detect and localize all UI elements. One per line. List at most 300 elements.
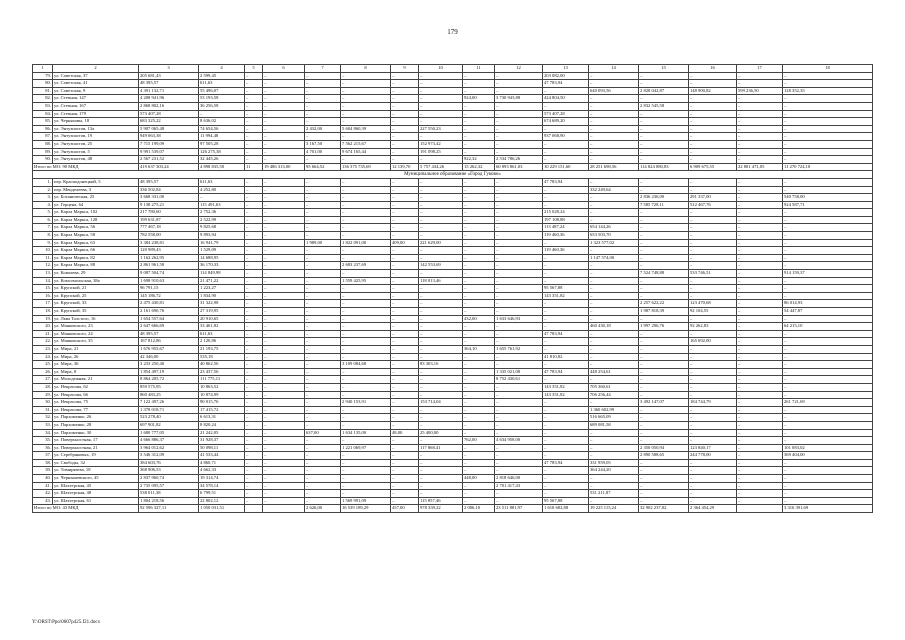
table-cell: – bbox=[639, 110, 689, 118]
table-cell: – bbox=[263, 186, 305, 194]
table-cell: – bbox=[245, 383, 263, 391]
table-cell: 86. bbox=[33, 125, 53, 133]
table-cell: – bbox=[419, 315, 463, 323]
table-cell: – bbox=[639, 125, 689, 133]
table-cell: – bbox=[263, 148, 305, 156]
table-cell: – bbox=[543, 140, 589, 148]
table-cell: – bbox=[463, 102, 495, 110]
table-cell: – bbox=[391, 201, 419, 209]
table-cell: – bbox=[305, 224, 341, 232]
table-cell: – bbox=[737, 429, 783, 437]
table-cell: – bbox=[737, 330, 783, 338]
table-row bbox=[33, 262, 873, 270]
table-cell: – bbox=[391, 452, 419, 460]
table-cell: 143 351,82 bbox=[543, 292, 589, 300]
table-cell: – bbox=[783, 421, 873, 429]
table-cell: ул. Герцена, 64 bbox=[53, 201, 139, 209]
table-cell: – bbox=[419, 72, 463, 80]
table-cell: 3 730 943,88 bbox=[495, 95, 543, 103]
table-row bbox=[33, 421, 873, 429]
table-cell: 7 122 497,26 bbox=[139, 399, 199, 407]
table-cell: – bbox=[419, 102, 463, 110]
table-cell: – bbox=[391, 156, 419, 164]
table-cell: 1 822 091,00 bbox=[341, 239, 391, 247]
table-cell: – bbox=[589, 315, 639, 323]
table-cell: – bbox=[263, 270, 305, 278]
table-cell: 34 578,14 bbox=[199, 482, 245, 490]
table-row bbox=[33, 110, 873, 118]
table-cell: ул. Некрасова, 77 bbox=[53, 406, 139, 414]
table-cell: – bbox=[689, 216, 737, 224]
table-cell: – bbox=[639, 232, 689, 240]
table-row bbox=[33, 490, 873, 498]
table-cell: – bbox=[263, 437, 305, 445]
table-cell: – bbox=[639, 239, 689, 247]
table-cell: – bbox=[639, 353, 689, 361]
table-cell: 87. bbox=[33, 133, 53, 141]
table-cell: – bbox=[737, 315, 783, 323]
table-cell: – bbox=[391, 330, 419, 338]
table-cell: 24. bbox=[33, 353, 53, 361]
table-cell: 165 692,00 bbox=[689, 338, 737, 346]
table-cell: – bbox=[543, 186, 589, 194]
table-cell: – bbox=[419, 209, 463, 217]
table-row bbox=[33, 399, 873, 407]
table-cell: – bbox=[689, 459, 737, 467]
table-cell: – bbox=[245, 414, 263, 422]
table-cell: – bbox=[495, 429, 543, 437]
table-cell: 114 849,98 bbox=[199, 270, 245, 278]
table-cell: 1 335 021,08 bbox=[495, 368, 543, 376]
table-cell: – bbox=[495, 406, 543, 414]
table-cell: – bbox=[689, 285, 737, 293]
table-cell: – bbox=[543, 475, 589, 483]
table-cell: – bbox=[245, 285, 263, 293]
table-cell: 12 139,70 bbox=[391, 163, 419, 171]
table-cell: 47 783,94 bbox=[543, 459, 589, 467]
table-cell: – bbox=[495, 254, 543, 262]
table-cell: – bbox=[589, 475, 639, 483]
table-cell: – bbox=[463, 406, 495, 414]
table-cell: – bbox=[689, 133, 737, 141]
table-cell: – bbox=[263, 140, 305, 148]
table-cell: 637,00 bbox=[305, 429, 341, 437]
table-cell: – bbox=[689, 239, 737, 247]
table-cell: 5 604 860,39 bbox=[341, 125, 391, 133]
table-cell: ул. Маяковского, 24 bbox=[53, 330, 139, 338]
table-cell: – bbox=[341, 87, 391, 95]
table-cell: – bbox=[263, 452, 305, 460]
table-cell: – bbox=[463, 216, 495, 224]
table-cell: – bbox=[783, 95, 873, 103]
table-cell: 1 323 577,02 bbox=[589, 239, 639, 247]
table-cell: – bbox=[419, 376, 463, 384]
table-cell: 101 083,02 bbox=[783, 444, 873, 452]
table-cell: – bbox=[783, 482, 873, 490]
table-cell: ул. Карла Маркса, 88 bbox=[53, 262, 139, 270]
table-cell: 654 144,26 bbox=[589, 224, 639, 232]
table-cell: – bbox=[737, 490, 783, 498]
table-cell: 1 634 135,00 bbox=[341, 429, 391, 437]
table-cell: – bbox=[737, 406, 783, 414]
table-cell: – bbox=[589, 178, 639, 186]
table-cell: – bbox=[589, 345, 639, 353]
table-cell: – bbox=[305, 247, 341, 255]
table-row bbox=[33, 72, 873, 80]
table-cell: – bbox=[263, 368, 305, 376]
table-cell: 10 874,99 bbox=[199, 391, 245, 399]
table-cell: – bbox=[245, 133, 263, 141]
table-cell: – bbox=[463, 383, 495, 391]
table-cell: – bbox=[639, 345, 689, 353]
table-cell: 79. bbox=[33, 72, 53, 80]
table-row bbox=[33, 391, 873, 399]
table-cell: 20. bbox=[33, 323, 53, 331]
table-cell: – bbox=[543, 444, 589, 452]
table-row bbox=[33, 353, 873, 361]
table-cell: – bbox=[639, 140, 689, 148]
column-number-row bbox=[33, 65, 873, 73]
table-cell: – bbox=[263, 110, 305, 118]
table-cell: – bbox=[391, 490, 419, 498]
table-cell: ул. Карла Маркса, 58 bbox=[53, 232, 139, 240]
table-cell: 7 585 728,11 bbox=[639, 201, 689, 209]
table-cell: 1 221 069,97 bbox=[341, 444, 391, 452]
table-cell: – bbox=[245, 201, 263, 209]
table-row bbox=[33, 194, 873, 202]
table-cell: – bbox=[543, 201, 589, 209]
table-cell: – bbox=[737, 399, 783, 407]
table-cell: 9 893,94 bbox=[199, 232, 245, 240]
table-cell: 113 487,24 bbox=[543, 224, 589, 232]
table-cell: ул. Серебряковых, 19 bbox=[53, 452, 139, 460]
table-cell: 25 400,00 bbox=[419, 429, 463, 437]
table-cell: 291 337,00 bbox=[689, 194, 737, 202]
table-cell: – bbox=[689, 186, 737, 194]
table-cell: – bbox=[689, 156, 737, 164]
table-cell: 36 170,33 bbox=[199, 262, 245, 270]
table-cell: – bbox=[341, 285, 391, 293]
table-cell: – bbox=[305, 399, 341, 407]
table-cell: – bbox=[737, 254, 783, 262]
table-cell: – bbox=[589, 285, 639, 293]
table-row bbox=[33, 361, 873, 369]
table-cell: ул. Некрасова, 75 bbox=[53, 399, 139, 407]
table-cell: 1 162 262,95 bbox=[139, 254, 199, 262]
table-cell: – bbox=[305, 201, 341, 209]
table-cell: 978 339,22 bbox=[419, 505, 463, 513]
table-cell: 21. bbox=[33, 330, 53, 338]
table-cell: – bbox=[263, 125, 305, 133]
table-cell: – bbox=[783, 292, 873, 300]
table-cell: – bbox=[391, 270, 419, 278]
table-cell: – bbox=[737, 80, 783, 88]
table-cell: – bbox=[783, 156, 873, 164]
table-cell: ул. Крупской, 33 bbox=[53, 300, 139, 308]
table-cell: – bbox=[495, 148, 543, 156]
table-cell: – bbox=[391, 178, 419, 186]
file-path-footer: Y:\ORST\Ppo\0607p425.f21.docx bbox=[32, 620, 101, 625]
table-cell: – bbox=[463, 178, 495, 186]
table-cell: 2 647 666,69 bbox=[139, 323, 199, 331]
table-cell: – bbox=[305, 277, 341, 285]
table-cell: 60 893 861,03 bbox=[495, 163, 543, 171]
table-cell: – bbox=[305, 414, 341, 422]
table-cell: 184 744,79 bbox=[689, 399, 737, 407]
table-cell: 92 262,83 bbox=[689, 323, 737, 331]
table-cell: – bbox=[391, 368, 419, 376]
table-cell: 3. bbox=[33, 194, 53, 202]
table-cell: – bbox=[263, 376, 305, 384]
table-cell: – bbox=[737, 300, 783, 308]
table-cell: 4 701,00 bbox=[305, 148, 341, 156]
table-cell: – bbox=[783, 383, 873, 391]
table-cell: – bbox=[589, 300, 639, 308]
table-cell: – bbox=[341, 414, 391, 422]
table-cell: 2 006,10 bbox=[463, 505, 495, 513]
table-cell: – bbox=[305, 475, 341, 483]
table-cell: – bbox=[639, 414, 689, 422]
table-cell: – bbox=[419, 323, 463, 331]
table-cell: 34. bbox=[33, 429, 53, 437]
table-cell: 599 236,50 bbox=[737, 87, 783, 95]
table-cell: 9 674 165,44 bbox=[341, 148, 391, 156]
table-row bbox=[33, 497, 873, 505]
table-cell: – bbox=[263, 247, 305, 255]
table-cell: – bbox=[463, 110, 495, 118]
table-cell: – bbox=[639, 368, 689, 376]
table-cell: – bbox=[341, 72, 391, 80]
table-row bbox=[33, 239, 873, 247]
table-cell: – bbox=[305, 285, 341, 293]
table-cell: – bbox=[263, 224, 305, 232]
table-cell: – bbox=[263, 277, 305, 285]
table-cell: – bbox=[737, 292, 783, 300]
table-cell: – bbox=[463, 330, 495, 338]
table-cell: ул. Мира, 21 bbox=[53, 345, 139, 353]
table-cell: 126 275,38 bbox=[199, 148, 245, 156]
table-cell: 10 bbox=[419, 65, 463, 73]
table-cell: 29. bbox=[33, 391, 53, 399]
table-cell: – bbox=[783, 330, 873, 338]
page-number: 179 bbox=[447, 28, 458, 36]
table-cell: 41 810,82 bbox=[543, 353, 589, 361]
table-cell: 5 757 434,26 bbox=[419, 163, 463, 171]
table-cell: 4 898 835,50 bbox=[199, 163, 245, 171]
table-cell: – bbox=[305, 361, 341, 369]
table-cell: ул. Советская, 37 bbox=[53, 72, 139, 80]
table-cell: 2 161 690,76 bbox=[139, 308, 199, 316]
table-cell: 1 bbox=[33, 65, 53, 73]
table-cell: 97 505,28 bbox=[199, 140, 245, 148]
table-cell: 653 503,70 bbox=[589, 232, 639, 240]
table-cell: – bbox=[391, 133, 419, 141]
table-cell: 8 636,02 bbox=[199, 118, 245, 126]
table-cell: – bbox=[589, 80, 639, 88]
table-cell: – bbox=[463, 262, 495, 270]
table-cell: – bbox=[783, 118, 873, 126]
table-cell: 47 783,94 bbox=[543, 368, 589, 376]
table-row bbox=[33, 247, 873, 255]
table-cell: – bbox=[245, 490, 263, 498]
table-cell: – bbox=[463, 391, 495, 399]
table-cell: 6 799,51 bbox=[199, 490, 245, 498]
table-cell: – bbox=[419, 156, 463, 164]
table-cell: – bbox=[689, 376, 737, 384]
table-cell: ул. Энтузиастов, 48 bbox=[53, 156, 139, 164]
table-cell: – bbox=[391, 186, 419, 194]
table-cell: – bbox=[495, 80, 543, 88]
table-cell: – bbox=[263, 482, 305, 490]
table-cell: 92 596 327,11 bbox=[139, 505, 199, 513]
table-cell: – bbox=[689, 361, 737, 369]
table-cell: 697 901,82 bbox=[139, 421, 199, 429]
table-cell: 914 159,37 bbox=[783, 270, 873, 278]
table-cell: – bbox=[391, 383, 419, 391]
table-cell: 199 631,87 bbox=[139, 216, 199, 224]
table-cell: – bbox=[305, 391, 341, 399]
table-row bbox=[33, 87, 873, 95]
table-cell: – bbox=[391, 399, 419, 407]
table-cell: – bbox=[263, 345, 305, 353]
table-cell: 9 bbox=[391, 65, 419, 73]
table-cell: – bbox=[305, 323, 341, 331]
table-row bbox=[33, 467, 873, 475]
table-cell: – bbox=[589, 110, 639, 118]
table-cell: 782 558,00 bbox=[139, 232, 199, 240]
table-cell: – bbox=[737, 178, 783, 186]
table-cell: ул. Маяковского, 23 bbox=[53, 323, 139, 331]
table-cell: – bbox=[689, 353, 737, 361]
table-cell: ул. Шахтерская, 48 bbox=[53, 490, 139, 498]
table-cell: 31. bbox=[33, 406, 53, 414]
table-cell: 143 351,82 bbox=[543, 391, 589, 399]
table-cell: 13. bbox=[33, 270, 53, 278]
table-cell: – bbox=[543, 361, 589, 369]
table-cell: – bbox=[245, 399, 263, 407]
table-cell: 2 120,86 bbox=[199, 338, 245, 346]
table-cell: ул. Энтузиастов, 19 bbox=[53, 133, 139, 141]
table-cell: – bbox=[543, 345, 589, 353]
table-cell: 16 941,79 bbox=[199, 239, 245, 247]
table-cell: – bbox=[391, 80, 419, 88]
table-cell: – bbox=[689, 224, 737, 232]
table-cell: 5 907 065,48 bbox=[139, 125, 199, 133]
table-cell: 331 959,05 bbox=[589, 459, 639, 467]
table-cell: – bbox=[341, 254, 391, 262]
table-cell: – bbox=[305, 330, 341, 338]
table-cell: – bbox=[263, 323, 305, 331]
table-cell: – bbox=[543, 414, 589, 422]
table-cell: 573 407,28 bbox=[139, 110, 199, 118]
table-cell: – bbox=[305, 338, 341, 346]
section-heading-row bbox=[33, 171, 873, 179]
table-cell: – bbox=[463, 399, 495, 407]
table-cell: 2 626,00 bbox=[305, 505, 341, 513]
table-cell: – bbox=[495, 444, 543, 452]
table-cell: – bbox=[783, 285, 873, 293]
table-cell: 82. bbox=[33, 95, 53, 103]
table-cell: – bbox=[639, 224, 689, 232]
table-cell: – bbox=[419, 224, 463, 232]
table-cell: – bbox=[245, 315, 263, 323]
table-cell: – bbox=[639, 118, 689, 126]
table-cell: – bbox=[341, 383, 391, 391]
table-cell: – bbox=[305, 437, 341, 445]
table-cell: – bbox=[245, 277, 263, 285]
table-cell: – bbox=[689, 406, 737, 414]
table-cell: – bbox=[639, 315, 689, 323]
table-cell: 7 524 748,88 bbox=[639, 270, 689, 278]
table-cell: – bbox=[419, 178, 463, 186]
table-cell: – bbox=[341, 300, 391, 308]
table-cell: – bbox=[263, 459, 305, 467]
table-cell: – bbox=[463, 414, 495, 422]
table-cell: 924,00 bbox=[463, 95, 495, 103]
table-cell: 90. bbox=[33, 156, 53, 164]
table-cell: – bbox=[589, 133, 639, 141]
table-cell: – bbox=[305, 292, 341, 300]
table-cell: – bbox=[419, 353, 463, 361]
table-cell: – bbox=[737, 368, 783, 376]
table-cell: 2 683 237,69 bbox=[341, 262, 391, 270]
table-cell: – bbox=[495, 285, 543, 293]
table-cell: – bbox=[783, 80, 873, 88]
table-cell: – bbox=[689, 482, 737, 490]
table-cell: 40 862,56 bbox=[199, 361, 245, 369]
table-cell: 3 233 250,40 bbox=[139, 361, 199, 369]
table-cell: – bbox=[419, 482, 463, 490]
table-cell: – bbox=[419, 308, 463, 316]
table-cell: – bbox=[263, 87, 305, 95]
table-cell: – bbox=[495, 110, 543, 118]
table-cell: – bbox=[391, 194, 419, 202]
table-cell: – bbox=[391, 102, 419, 110]
table-cell: – bbox=[245, 391, 263, 399]
table-cell: 611,63 bbox=[199, 80, 245, 88]
table-cell: – bbox=[783, 140, 873, 148]
table-cell: ул. Карла Маркса, 102 bbox=[53, 209, 139, 217]
table-cell: 8 864 205,72 bbox=[139, 376, 199, 384]
table-cell: – bbox=[463, 72, 495, 80]
table-cell: 4 252,80 bbox=[199, 186, 245, 194]
table-cell: – bbox=[341, 353, 391, 361]
table-cell: – bbox=[391, 421, 419, 429]
table-cell: – bbox=[639, 72, 689, 80]
table-cell: 4 860,71 bbox=[199, 459, 245, 467]
table-row bbox=[33, 376, 873, 384]
table-cell: – bbox=[419, 247, 463, 255]
table-cell: – bbox=[463, 459, 495, 467]
table-cell: – bbox=[305, 482, 341, 490]
table-cell: 4 208 941,96 bbox=[139, 95, 199, 103]
table-cell: – bbox=[495, 467, 543, 475]
table-cell: 50 098,11 bbox=[199, 444, 245, 452]
table-cell: ул. Ковалева, 29 bbox=[53, 270, 139, 278]
table-row bbox=[33, 308, 873, 316]
table-cell: – bbox=[495, 277, 543, 285]
table-cell: – bbox=[463, 308, 495, 316]
table-cell: 949 063,38 bbox=[139, 133, 199, 141]
table-cell: – bbox=[543, 102, 589, 110]
table-cell: 332 249,64 bbox=[589, 186, 639, 194]
table-cell: – bbox=[783, 429, 873, 437]
table-cell: 47 783,94 bbox=[543, 80, 589, 88]
table-row bbox=[33, 452, 873, 460]
table-cell: – bbox=[737, 277, 783, 285]
table-row bbox=[33, 102, 873, 110]
table-cell: 21 193,75 bbox=[199, 345, 245, 353]
